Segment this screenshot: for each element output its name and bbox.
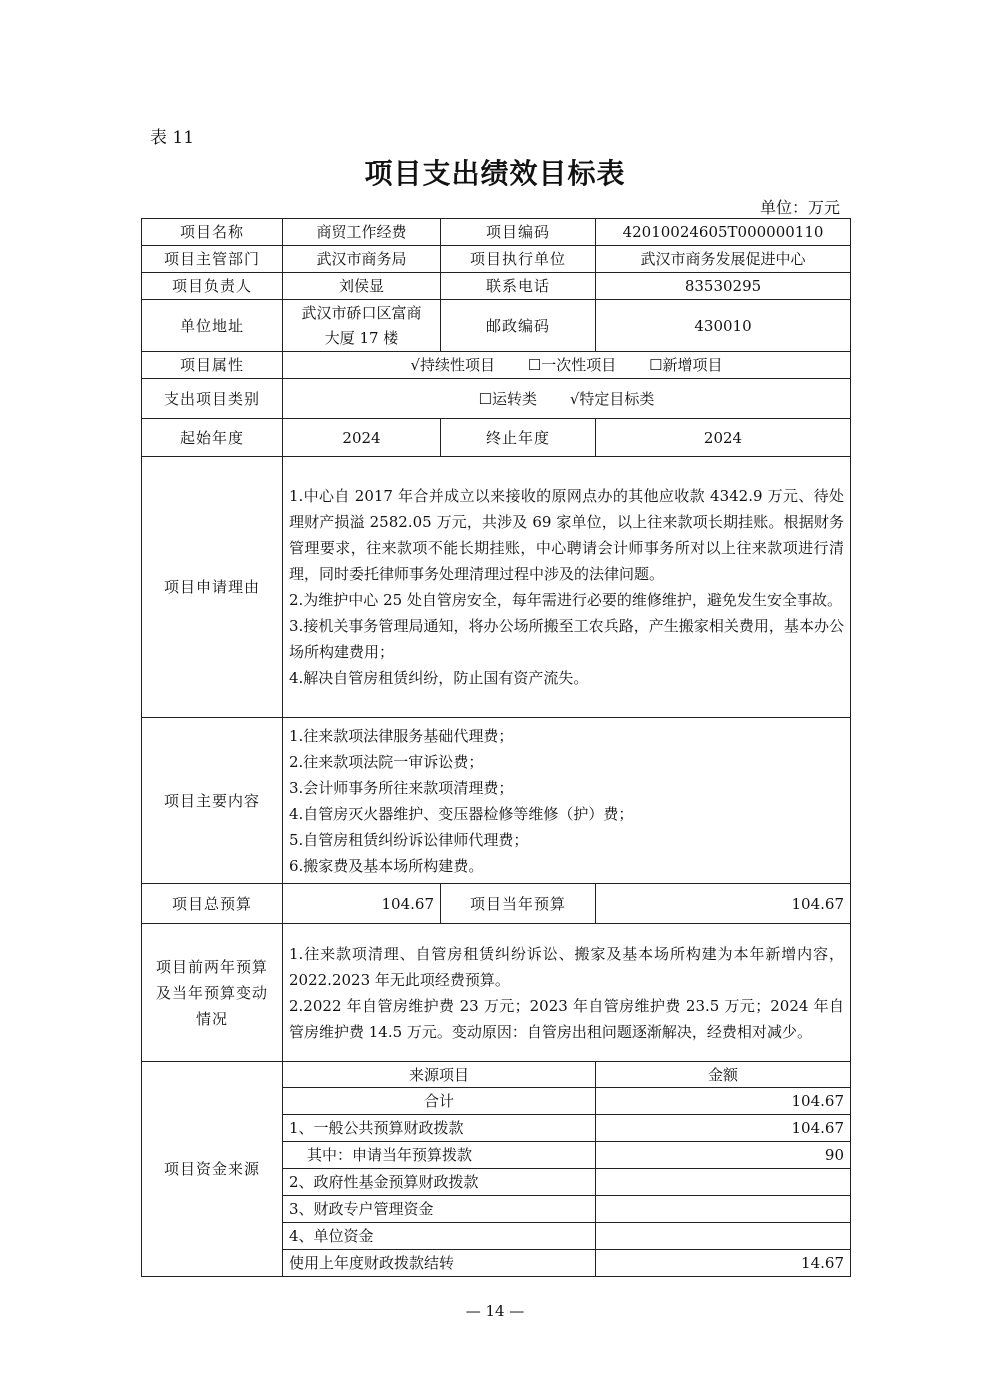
current-budget-value: 104.67	[596, 884, 851, 924]
unit-label: 单位：万元	[759, 198, 840, 217]
reason-paragraph: 3.接机关事务管理局通知，将办公场所搬至工农兵路，产生搬家相关费用，基本办公场所构建费用；	[289, 617, 844, 661]
funding-source: 1、一般公共预算财政拨款	[283, 1115, 596, 1142]
leader-label: 项目负责人	[142, 273, 283, 300]
reason-label: 项目申请理由	[142, 457, 283, 718]
table-row	[142, 379, 851, 419]
attr-option-continuing: √持续性项目	[410, 356, 496, 374]
current-budget-label: 项目当年预算	[441, 884, 596, 924]
change-label-line: 及当年预算变动	[155, 983, 268, 1002]
funding-amount	[596, 1169, 851, 1196]
table-number: 表 11	[150, 128, 195, 148]
category-option-operation: ☐运转类	[478, 389, 538, 408]
funding-col-amount: 金额	[596, 1062, 851, 1088]
page-number: — 14 —	[465, 1302, 525, 1320]
reason-paragraph: 1.中心自 2017 年合并成立以来接收的原网点办的其他应收款 4342.9 万元、待处理财产损溢 2582.05 万元，共涉及 69 家单位，以上往来款项长期挂账。根据财务管理要求，往来款项不能长期挂账，中心聘请会计师事务所对以上往来款项进行清理，同时委托律师事务处理清理过程中涉及的法律问题。	[289, 487, 844, 583]
project-name-label: 项目名称	[142, 219, 283, 246]
funding-source: 合计	[283, 1088, 596, 1115]
postcode-label: 邮政编码	[441, 300, 596, 352]
funding-amount: 14.67	[596, 1250, 851, 1277]
funding-label: 项目资金来源	[142, 1062, 283, 1277]
start-year-value: 2024	[283, 419, 441, 457]
dept-label: 项目主管部门	[142, 246, 283, 273]
content-item: 5.自管房租赁纠纷诉讼律师代理费；	[289, 830, 529, 849]
change-label-line: 项目前两年预算	[155, 957, 268, 976]
funding-source: 4、单位资金	[283, 1223, 596, 1250]
category-options	[283, 379, 851, 419]
funding-source: 其中：申请当年预算拨款	[283, 1142, 596, 1169]
table-row	[142, 300, 851, 352]
table-row	[142, 219, 851, 246]
postcode-value: 430010	[596, 300, 851, 352]
exec-unit-label: 项目执行单位	[441, 246, 596, 273]
content-item: 1.往来款项法律服务基础代理费；	[289, 726, 514, 745]
content-item: 6.搬家费及基本场所构建费。	[289, 856, 484, 875]
reason-paragraph: 4.解决自管房租赁纠纷，防止国有资产流失。	[289, 669, 589, 687]
table-row	[142, 352, 851, 379]
address-line: 大厦 17 楼	[324, 328, 399, 347]
funding-amount	[596, 1196, 851, 1223]
performance-target-table	[141, 218, 851, 1277]
table-row	[142, 1062, 851, 1088]
end-year-value: 2024	[596, 419, 851, 457]
funding-source: 3、财政专户管理资金	[283, 1196, 596, 1223]
funding-amount: 104.67	[596, 1088, 851, 1115]
phone-label: 联系电话	[441, 273, 596, 300]
change-label	[142, 924, 283, 1062]
leader-value: 刘侯显	[283, 273, 441, 300]
attr-option-new: ☐新增项目	[649, 356, 723, 374]
project-code-label: 项目编码	[441, 219, 596, 246]
table-row	[142, 924, 851, 1062]
project-code-value: 42010024605T000000110	[596, 219, 851, 246]
address-value	[283, 300, 441, 352]
phone-value: 83530295	[596, 273, 851, 300]
reason-text	[283, 457, 851, 718]
start-year-label: 起始年度	[142, 419, 283, 457]
table-row	[142, 884, 851, 924]
category-label: 支出项目类别	[142, 379, 283, 419]
content-label: 项目主要内容	[142, 718, 283, 884]
address-line: 武汉市硚口区富商	[301, 303, 422, 322]
table-row	[142, 457, 851, 718]
category-option-specific: √特定目标类	[569, 389, 655, 408]
content-text	[283, 718, 851, 884]
funding-amount: 104.67	[596, 1115, 851, 1142]
funding-source: 2、政府性基金预算财政拨款	[283, 1169, 596, 1196]
content-item: 4.自管房灭火器维护、变压器检修等维修（护）费；	[289, 804, 634, 823]
attr-label: 项目属性	[142, 352, 283, 379]
change-label-line: 情况	[195, 1009, 228, 1028]
table-row	[142, 246, 851, 273]
funding-amount: 90	[596, 1142, 851, 1169]
dept-value: 武汉市商务局	[283, 246, 441, 273]
reason-paragraph: 2.为维护中心 25 处自管房安全，每年需进行必要的维修维护，避免发生安全事故。	[289, 591, 842, 609]
change-paragraph: 1.往来款项清理、自管房租赁纠纷诉讼、搬家及基本场所构建为本年新增内容，2022.2023 年无此项经费预算。	[289, 944, 844, 989]
project-name-value: 商贸工作经费	[283, 219, 441, 246]
content-item: 3.会计师事务所往来款项清理费；	[289, 778, 514, 797]
funding-amount	[596, 1223, 851, 1250]
table-row	[142, 419, 851, 457]
end-year-label: 终止年度	[441, 419, 596, 457]
exec-unit-value: 武汉市商务发展促进中心	[596, 246, 851, 273]
attr-option-onetime: ☐一次性项目	[527, 356, 617, 374]
page-title: 项目支出绩效目标表	[364, 157, 626, 190]
change-paragraph: 2.2022 年自管房维护费 23 万元；2023 年自管房维护费 23.5 万元；2024 年自管房维护费 14.5 万元。变动原因：自管房出租问题逐渐解决，经费相对减少。	[289, 996, 844, 1041]
attr-options	[283, 352, 851, 379]
change-text	[283, 924, 851, 1062]
total-budget-label: 项目总预算	[142, 884, 283, 924]
total-budget-value: 104.67	[283, 884, 441, 924]
table-row	[142, 273, 851, 300]
funding-source: 使用上年度财政拨款结转	[283, 1250, 596, 1277]
table-row	[142, 718, 851, 884]
content-item: 2.往来款项法院一审诉讼费；	[289, 752, 484, 771]
address-label: 单位地址	[142, 300, 283, 352]
funding-col-source: 来源项目	[283, 1062, 596, 1088]
